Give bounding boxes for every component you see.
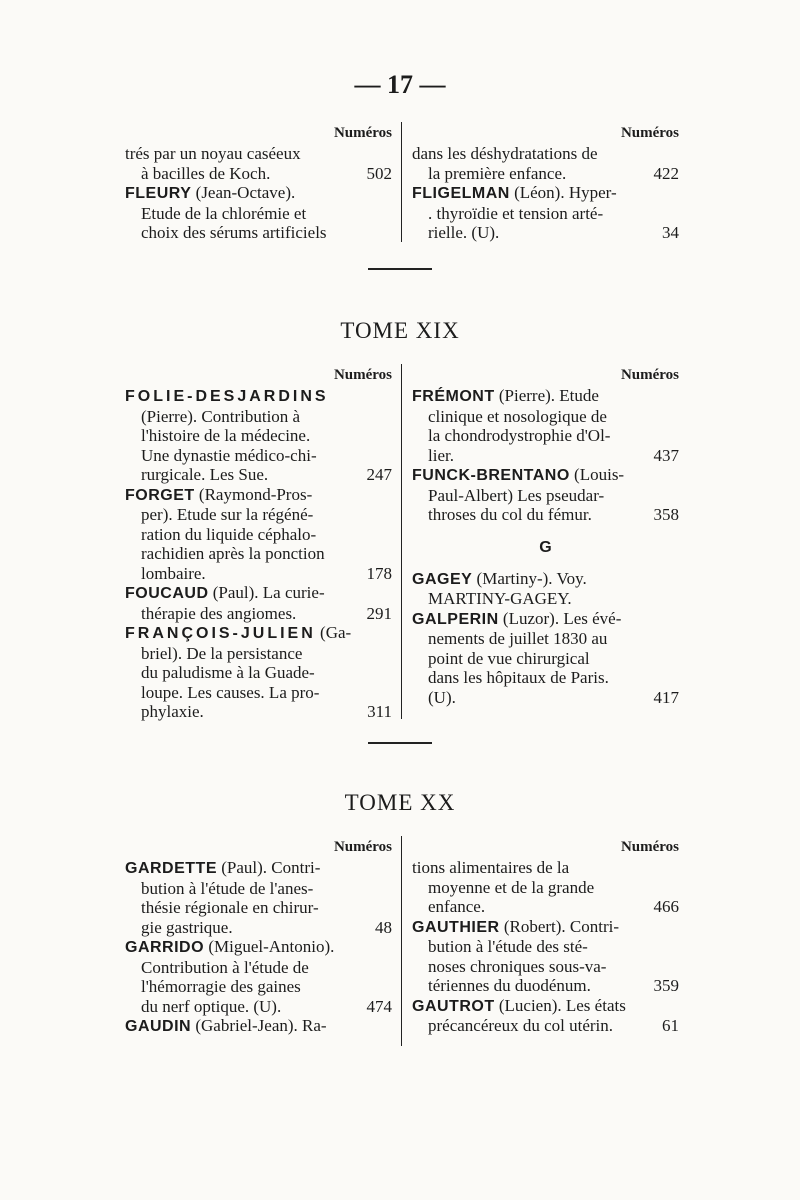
index-entry	[412, 183, 679, 243]
entry-text: dans les hôpitaux de Paris.	[428, 668, 609, 687]
entry-text: la première enfance.	[428, 163, 567, 183]
column-header: Numéros	[333, 367, 392, 383]
author-name: FLIGELMAN	[412, 185, 510, 202]
index-entry	[125, 937, 392, 1016]
index-entry	[412, 386, 679, 465]
tome-heading: TOME XX	[344, 790, 456, 815]
entry-text: (Raymond-Pros-	[198, 484, 313, 504]
entry-text: (Lucien). Les états	[498, 995, 626, 1015]
entry-text: thésie régionale en chirur-	[141, 898, 319, 917]
entry-text: la chondrodystrophie d'Ol-	[428, 426, 611, 445]
index-entry	[412, 144, 679, 183]
index-entry	[412, 609, 679, 708]
entry-text: (Paul). La curie-	[212, 583, 325, 602]
index-entry	[125, 183, 392, 243]
entry-text: dans les déshydratations de	[412, 144, 598, 163]
entry-text: du paludisme à la Guade-	[141, 663, 315, 682]
entry-text: (Pierre). Etude	[498, 386, 599, 405]
entry-text: Paul-Albert) Les pseudar-	[428, 485, 605, 505]
left-column	[125, 836, 402, 1037]
left-column	[125, 122, 402, 243]
entry-text: rurgicale. Les Sue.	[141, 465, 269, 484]
left-column	[125, 364, 402, 722]
entry-text: gie gastrique.	[141, 917, 233, 937]
entry-text: précancéreux du col utérin.	[428, 1016, 614, 1035]
author-name: GARDETTE	[125, 860, 217, 877]
entry-text: throses du col du fémur.	[428, 505, 592, 524]
entry-text: Contribution à l'étude de	[141, 957, 309, 977]
entry-text: l'histoire de la médecine.	[141, 426, 311, 445]
entry-number: 359	[653, 976, 679, 995]
index-entry	[125, 583, 392, 623]
entry-number: 291	[366, 603, 392, 623]
entry-number: 466	[653, 897, 679, 916]
entry-text: . thyroïdie et tension arté-	[428, 203, 604, 223]
entry-text: rachidien après la ponction	[141, 544, 325, 563]
author-name: FUNCK-BRENTANO	[412, 467, 570, 484]
index-entry	[412, 569, 679, 609]
entry-text: bution à l'étude des sté-	[428, 937, 588, 956]
entry-text: moyenne et de la grande	[428, 877, 595, 897]
section-rule	[368, 268, 432, 270]
author-name: GAUDIN	[125, 1018, 192, 1035]
entry-number: 311	[367, 702, 392, 721]
entry-text: noses chroniques sous-va-	[428, 956, 607, 976]
entry-text: lier.	[428, 445, 454, 465]
entry-text: bution à l'étude de l'anes-	[141, 878, 314, 898]
author-name: FLEURY	[125, 185, 192, 202]
entry-text: point de vue chirurgical	[428, 648, 590, 668]
index-entry	[125, 144, 392, 183]
column-header: Numéros	[620, 125, 679, 141]
tome-xx-section	[125, 836, 680, 1037]
entry-text: (Gabriel-Jean). Ra-	[195, 1016, 327, 1035]
entry-text: Une dynastie médico-chi-	[141, 445, 317, 465]
entry-text: (Jean-Octave).	[195, 183, 296, 202]
entry-text: à bacilles de Koch.	[141, 163, 271, 183]
entry-number: 474	[366, 996, 392, 1016]
entry-text: (Miguel-Antonio).	[208, 937, 335, 956]
entry-text: (Ga-	[320, 623, 352, 642]
right-column	[402, 364, 679, 722]
author-name: FRÉMONT	[412, 388, 495, 405]
index-entry	[412, 858, 679, 917]
author-name: FOLIE-DESJARDINS	[125, 388, 329, 405]
index-entry	[125, 858, 392, 937]
entry-text: loupe. Les causes. La pro-	[141, 682, 320, 702]
entry-number: 247	[366, 465, 392, 484]
letter-heading: G	[539, 538, 552, 556]
author-name: GAUTHIER	[412, 918, 500, 936]
index-entry	[412, 996, 679, 1036]
entry-text: per). Etude sur la régéné-	[141, 505, 314, 524]
column-header: Numéros	[333, 125, 392, 141]
entry-text: Etude de la chlorémie et	[141, 203, 307, 223]
entry-text: tériennes du duodénum.	[428, 976, 591, 995]
entry-text: l'hémorragie des gaines	[141, 977, 301, 996]
entry-number: 48	[375, 917, 392, 937]
author-name: FORGET	[125, 486, 195, 504]
page-number: — 17 —	[354, 70, 446, 99]
entry-text: briel). De la persistance	[141, 643, 303, 663]
section-continuation	[125, 122, 680, 243]
entry-text: (Robert). Contri-	[503, 916, 620, 936]
right-column	[402, 836, 679, 1037]
entry-number: 34	[662, 223, 679, 242]
index-entry	[125, 1016, 392, 1037]
entry-text: du nerf optique. (U).	[141, 996, 282, 1016]
entry-text: enfance.	[428, 897, 486, 916]
entry-text: MARTINY-GAGEY.	[428, 589, 572, 608]
author-name: GAGEY	[412, 570, 473, 588]
entry-number: 178	[366, 563, 392, 583]
author-name: GALPERIN	[412, 610, 499, 628]
entry-text: (Louis-	[574, 465, 625, 484]
entry-text: lombaire.	[141, 563, 206, 583]
tome-heading: TOME XIX	[340, 318, 460, 343]
entry-text: (Paul). Contri-	[221, 858, 321, 877]
entry-text: nements de juillet 1830 au	[428, 629, 608, 648]
entry-text: (Léon). Hyper-	[514, 183, 617, 202]
author-name: GARRIDO	[125, 939, 205, 956]
entry-text: (Pierre). Contribution à	[141, 406, 301, 426]
entry-text: ration du liquide céphalo-	[141, 524, 317, 544]
author-name: FOUCAUD	[125, 585, 209, 602]
entry-text: clinique et nosologique de	[428, 406, 607, 426]
entry-number: 422	[653, 163, 679, 183]
author-name: GAUTROT	[412, 997, 495, 1015]
index-entry	[412, 465, 679, 525]
entry-number: 61	[662, 1016, 679, 1035]
entry-text: rielle. (U).	[428, 223, 500, 242]
entry-number: 417	[653, 687, 679, 707]
column-header: Numéros	[620, 367, 679, 383]
column-header: Numéros	[333, 839, 392, 855]
section-rule	[368, 742, 432, 744]
entry-text: tions alimentaires de la	[412, 858, 570, 877]
entry-text: phylaxie.	[141, 702, 204, 721]
entry-number: 502	[366, 163, 392, 183]
right-column	[402, 122, 679, 243]
entry-text: thérapie des angiomes.	[141, 603, 297, 623]
column-header: Numéros	[620, 839, 679, 855]
author-name: FRANÇOIS-JULIEN	[125, 625, 316, 642]
entry-text: (Luzor). Les évé-	[502, 608, 622, 628]
index-entry	[125, 623, 392, 722]
entry-number: 358	[653, 505, 679, 524]
entry-text: trés par un noyau caséeux	[125, 144, 301, 163]
entry-number: 437	[653, 445, 679, 465]
index-entry	[412, 917, 679, 996]
entry-text: (Martiny-). Voy.	[476, 568, 587, 588]
index-entry	[125, 386, 392, 485]
entry-text: choix des sérums artificiels	[141, 223, 327, 242]
entry-text: (U).	[428, 687, 456, 707]
tome-xix-section	[125, 364, 680, 722]
index-entry	[125, 485, 392, 584]
